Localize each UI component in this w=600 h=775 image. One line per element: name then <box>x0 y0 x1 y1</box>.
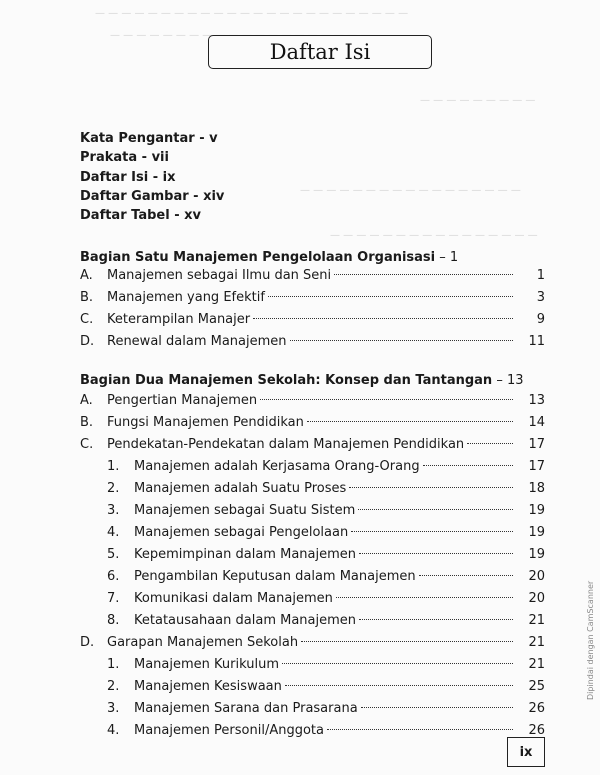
front-matter-item: Prakata - vii <box>80 150 169 166</box>
front-matter-item: Daftar Isi - ix <box>80 169 176 185</box>
entry-number: 7. <box>107 591 120 606</box>
part2-heading <box>80 373 524 388</box>
entry-page: 9 <box>536 312 545 327</box>
part1-heading-text: Bagian Satu Manajemen Pengelolaan Organisasi <box>80 250 436 265</box>
toc-subentry <box>107 677 545 697</box>
entry-title: Fungsi Manajemen Pendidikan <box>107 415 304 430</box>
entry-page: 20 <box>528 591 545 606</box>
toc-entry <box>80 633 545 653</box>
front-matter-item: Kata Pengantar - v <box>80 131 218 146</box>
entry-page: 25 <box>528 679 545 694</box>
entry-title: Manajemen sebagai Suatu Sistem <box>134 503 356 518</box>
toc-subentry <box>107 545 545 565</box>
toc-subentry <box>107 457 545 477</box>
entry-page: 17 <box>528 459 545 474</box>
show-through-line: — — — — — — — — — — — — — — — — — <box>300 185 521 196</box>
part2-heading-page: – 13 <box>496 373 524 388</box>
entry-page: 19 <box>528 525 545 540</box>
show-through-line: — — — — — — — — — — — — — — — — — — — — — — — — <box>95 8 409 19</box>
entry-number: 4. <box>107 525 120 540</box>
toc-subentry <box>107 479 545 499</box>
entry-number: 2. <box>107 481 120 496</box>
toc-entry <box>80 310 545 330</box>
entry-title: Pengertian Manajemen <box>107 393 258 408</box>
entry-title: Manajemen yang Efektif <box>107 290 265 305</box>
front-matter-item: Daftar Gambar - xiv <box>80 188 225 204</box>
toc-subentry <box>107 611 545 631</box>
toc-entry <box>80 332 545 352</box>
entry-page: 11 <box>528 334 545 349</box>
entry-page: 26 <box>528 701 545 716</box>
entry-letter: D. <box>80 334 95 349</box>
toc-subentry <box>107 523 545 543</box>
dot-leader <box>359 553 513 554</box>
entry-letter: A. <box>80 393 93 408</box>
entry-letter: B. <box>80 290 94 305</box>
dot-leader <box>307 421 513 422</box>
dot-leader <box>268 296 513 297</box>
toc-subentry <box>107 567 545 587</box>
scanner-watermark <box>586 581 595 700</box>
entry-page: 21 <box>528 657 545 672</box>
page-number-box <box>507 737 545 767</box>
page-title: Daftar Isi <box>269 40 371 64</box>
entry-page: 14 <box>528 415 545 430</box>
part1-heading <box>80 250 458 265</box>
entry-title: Garapan Manajemen Sekolah <box>107 635 299 650</box>
dot-leader <box>358 509 513 510</box>
dot-leader <box>467 443 513 444</box>
front-matter-list <box>80 129 224 225</box>
toc-subentry <box>107 589 545 609</box>
entry-title: Manajemen Sarana dan Prasarana <box>134 701 358 716</box>
entry-title: Manajemen adalah Suatu Proses <box>134 481 347 496</box>
entry-title: Pendekatan-Pendekatan dalam Manajemen Pendidikan <box>107 437 465 452</box>
show-through-line: — — — — — — — — — — — — — — — — — — — — <box>110 30 371 41</box>
entry-page: 3 <box>536 290 545 305</box>
entry-page: 21 <box>528 613 545 628</box>
dot-leader <box>351 531 513 532</box>
toc-subentry <box>107 721 545 741</box>
entry-letter: C. <box>80 437 94 452</box>
entry-title: Manajemen Kurikulum <box>134 657 279 672</box>
dot-leader <box>349 487 513 488</box>
entry-page: 20 <box>528 569 545 584</box>
part1-heading-page: – 1 <box>439 250 459 265</box>
entry-number: 3. <box>107 701 120 716</box>
entry-title: Renewal dalam Manajemen <box>107 334 287 349</box>
entry-page: 26 <box>528 723 545 738</box>
entry-letter: C. <box>80 312 94 327</box>
entry-title: Manajemen Kesiswaan <box>134 679 282 694</box>
entry-title: Kepemimpinan dalam Manajemen <box>134 547 356 562</box>
entry-title: Komunikasi dalam Manajemen <box>134 591 333 606</box>
entry-number: 8. <box>107 613 120 628</box>
entry-title: Ketatausahaan dalam Manajemen <box>134 613 357 628</box>
entry-number: 5. <box>107 547 120 562</box>
scanner-mark-text: Dipindai dengan CamScanner <box>586 580 595 700</box>
entry-number: 1. <box>107 657 120 672</box>
entry-page: 18 <box>528 481 545 496</box>
toc-subentry <box>107 501 545 521</box>
dot-leader <box>282 663 513 664</box>
dot-leader <box>260 399 513 400</box>
part2-heading-text: Bagian Dua Manajemen Sekolah: Konsep dan Tantangan <box>80 373 493 388</box>
entry-page: 17 <box>528 437 545 452</box>
toc-entry <box>80 413 545 433</box>
entry-number: 1. <box>107 459 120 474</box>
toc-entry <box>80 288 545 308</box>
entry-title: Manajemen Personil/Anggota <box>134 723 324 738</box>
dot-leader <box>361 707 513 708</box>
entry-number: 6. <box>107 569 120 584</box>
toc-subentry <box>107 655 545 675</box>
show-through-line: — — — — — — — — — — — — — — — — <box>330 230 538 241</box>
entry-page: 1 <box>536 268 545 283</box>
entry-number: 3. <box>107 503 120 518</box>
dot-leader <box>301 641 513 642</box>
entry-number: 4. <box>107 723 120 738</box>
toc-entry <box>80 391 545 411</box>
toc-subentry <box>107 699 545 719</box>
dot-leader <box>290 340 513 341</box>
toc-entry <box>80 266 545 286</box>
entry-title: Pengambilan Keputusan dalam Manajemen <box>134 569 416 584</box>
entry-page: 21 <box>528 635 545 650</box>
entry-letter: A. <box>80 268 93 283</box>
dot-leader <box>359 619 513 620</box>
dot-leader <box>327 729 513 730</box>
dot-leader <box>334 274 513 275</box>
entry-title: Manajemen adalah Kerjasama Orang-Orang <box>134 459 420 474</box>
dot-leader <box>419 575 513 576</box>
entry-title: Manajemen sebagai Ilmu dan Seni <box>107 268 332 283</box>
dot-leader <box>253 318 513 319</box>
entry-page: 19 <box>528 547 545 562</box>
toc-entry <box>80 435 545 455</box>
entry-title: Manajemen sebagai Pengelolaan <box>134 525 349 540</box>
entry-page: 19 <box>528 503 545 518</box>
entry-letter: D. <box>80 635 95 650</box>
entry-letter: B. <box>80 415 94 430</box>
entry-number: 2. <box>107 679 120 694</box>
dot-leader <box>285 685 513 686</box>
title-box <box>208 35 432 69</box>
front-matter-item: Daftar Tabel - xv <box>80 208 201 224</box>
entry-title: Keterampilan Manajer <box>107 312 251 327</box>
entry-page: 13 <box>528 393 545 408</box>
dot-leader <box>423 465 513 466</box>
page-number: ix <box>519 744 533 760</box>
dot-leader <box>336 597 513 598</box>
show-through-line: — — — — — — — — — <box>420 95 536 106</box>
